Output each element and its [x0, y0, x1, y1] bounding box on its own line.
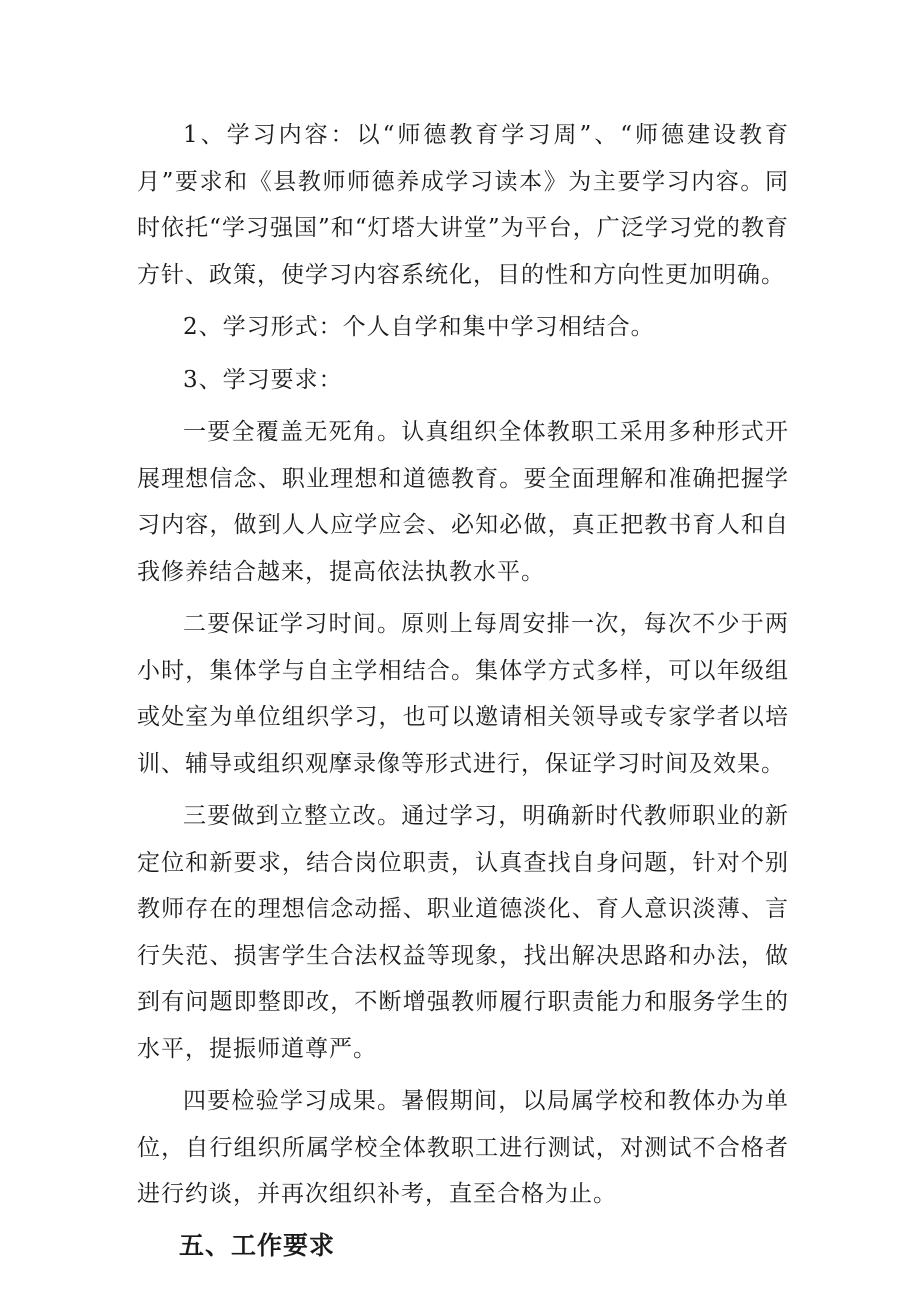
paragraph-requirement-four: 四要检验学习成果。暑假期间，以局属学校和教体办为单位，自行组织所属学校全体教职工进行测试，对测试不合格者进行约谈，并再次组织补考，直至合格为止。 — [137, 1088, 789, 1207]
section-heading: 五、工作要求 — [179, 1230, 336, 1260]
paragraph-study-requirements: 3、学习要求： — [183, 366, 343, 393]
paragraph-requirement-three: 三要做到立整立改。通过学习，明确新时代教师职业的新定位和新要求，结合岗位职责，认真查找自身问题，针对个别教师存在的理想信念动摇、职业道德淡化、育人意识淡薄、言行失范、损害学生合法权益等现象，找出解决思路和办法，做到有问题即整即改，不断增强教师履行职责能力和服务学生的水平，提振师道尊严。 — [137, 803, 789, 1062]
paragraph-requirement-one: 一要全覆盖无死角。认真组织全体教职工采用多种形式开展理想信念、职业理想和道德教育。要全面理解和准确把握学习内容，做到人人应学应会、必知必做，真正把教书育人和自我修养结合越来，提高依法执教水平。 — [137, 419, 789, 585]
paragraph-requirement-two: 二要保证学习时间。原则上每周安排一次，每次不少于两小时，集体学与自主学相结合。集体学方式多样，可以年级组或处室为单位组织学习，也可以邀请相关领导或专家学者以培训、辅导或组织观摩录像等形式进行，保证学习时间及效果。 — [137, 611, 789, 777]
paragraph-study-content: 1、学习内容：以“师德教育学习周”、“师德建设教育月”要求和《县教师师德养成学习读本》为主要学习内容。同时依托“学习强国”和“灯塔大讲堂”为平台，广泛学习党的教育方针、政策，使学习内容系统化，目的性和方向性更加明确。 — [137, 122, 789, 288]
paragraph-study-form: 2、学习形式：个人自学和集中学习相结合。 — [183, 314, 655, 340]
document-body — [137, 112, 789, 1268]
